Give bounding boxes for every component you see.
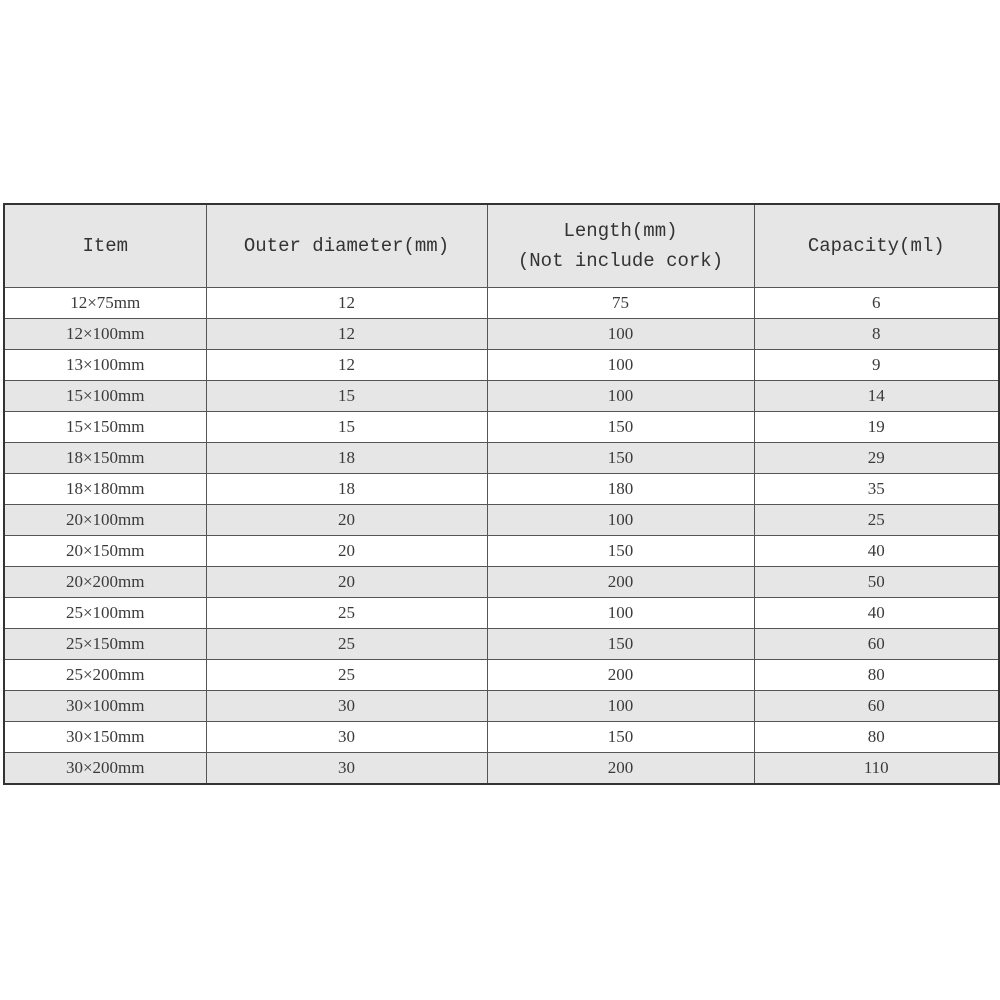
cell-item: 18×180mm: [4, 474, 206, 505]
cell-item: 30×100mm: [4, 691, 206, 722]
cell-length: 200: [487, 660, 754, 691]
cell-length: 100: [487, 350, 754, 381]
header-outer-diameter: Outer diameter(mm): [206, 204, 487, 288]
table-row: [4, 567, 999, 598]
cell-outer-diameter: 30: [206, 722, 487, 753]
cell-capacity: 60: [754, 691, 999, 722]
cell-outer-diameter: 15: [206, 381, 487, 412]
cell-capacity: 60: [754, 629, 999, 660]
cell-outer-diameter: 12: [206, 288, 487, 319]
cell-outer-diameter: 18: [206, 474, 487, 505]
cell-length: 150: [487, 443, 754, 474]
cell-outer-diameter: 12: [206, 319, 487, 350]
cell-item: 30×150mm: [4, 722, 206, 753]
cell-length: 150: [487, 536, 754, 567]
cell-outer-diameter: 25: [206, 660, 487, 691]
cell-length: 180: [487, 474, 754, 505]
cell-outer-diameter: 20: [206, 536, 487, 567]
table-row: [4, 629, 999, 660]
cell-outer-diameter: 15: [206, 412, 487, 443]
cell-capacity: 110: [754, 753, 999, 785]
cell-length: 150: [487, 722, 754, 753]
cell-item: 20×100mm: [4, 505, 206, 536]
header-length-line2: (Not include cork): [517, 250, 724, 272]
table-row: [4, 412, 999, 443]
table-row: [4, 722, 999, 753]
cell-capacity: 8: [754, 319, 999, 350]
table-row: [4, 474, 999, 505]
cell-item: 20×200mm: [4, 567, 206, 598]
table-row: [4, 350, 999, 381]
table-header: [4, 204, 999, 288]
cell-length: 75: [487, 288, 754, 319]
cell-capacity: 40: [754, 598, 999, 629]
cell-length: 100: [487, 691, 754, 722]
cell-outer-diameter: 25: [206, 629, 487, 660]
header-length-line1: Length(mm): [563, 220, 678, 242]
cell-length: 150: [487, 629, 754, 660]
cell-length: 100: [487, 598, 754, 629]
table-row: [4, 660, 999, 691]
cell-item: 15×100mm: [4, 381, 206, 412]
cell-outer-diameter: 30: [206, 753, 487, 785]
header-capacity: Capacity(ml): [754, 204, 999, 288]
cell-outer-diameter: 30: [206, 691, 487, 722]
cell-item: 25×150mm: [4, 629, 206, 660]
cell-item: 30×200mm: [4, 753, 206, 785]
cell-capacity: 9: [754, 350, 999, 381]
cell-item: 12×75mm: [4, 288, 206, 319]
cell-item: 15×150mm: [4, 412, 206, 443]
table-row: [4, 598, 999, 629]
cell-item: 13×100mm: [4, 350, 206, 381]
cell-length: 100: [487, 319, 754, 350]
cell-length: 200: [487, 567, 754, 598]
table-row: [4, 288, 999, 319]
cell-capacity: 25: [754, 505, 999, 536]
cell-length: 200: [487, 753, 754, 785]
cell-item: 18×150mm: [4, 443, 206, 474]
cell-capacity: 19: [754, 412, 999, 443]
cell-length: 100: [487, 381, 754, 412]
table-row: [4, 536, 999, 567]
spec-table: [3, 203, 1000, 785]
cell-outer-diameter: 18: [206, 443, 487, 474]
table-body: [4, 288, 999, 785]
cell-outer-diameter: 20: [206, 567, 487, 598]
cell-outer-diameter: 20: [206, 505, 487, 536]
cell-length: 100: [487, 505, 754, 536]
table-row: [4, 753, 999, 785]
table-row: [4, 319, 999, 350]
cell-item: 25×100mm: [4, 598, 206, 629]
cell-item: 12×100mm: [4, 319, 206, 350]
cell-capacity: 14: [754, 381, 999, 412]
cell-length: 150: [487, 412, 754, 443]
cell-outer-diameter: 25: [206, 598, 487, 629]
cell-capacity: 6: [754, 288, 999, 319]
cell-capacity: 29: [754, 443, 999, 474]
cell-capacity: 35: [754, 474, 999, 505]
table-row: [4, 443, 999, 474]
cell-capacity: 80: [754, 722, 999, 753]
cell-item: 20×150mm: [4, 536, 206, 567]
header-item: Item: [4, 204, 206, 288]
cell-capacity: 50: [754, 567, 999, 598]
table-row: [4, 505, 999, 536]
cell-item: 25×200mm: [4, 660, 206, 691]
cell-capacity: 40: [754, 536, 999, 567]
table-row: [4, 691, 999, 722]
cell-outer-diameter: 12: [206, 350, 487, 381]
header-length: [487, 204, 754, 288]
header-row: [4, 204, 999, 288]
table-row: [4, 381, 999, 412]
cell-capacity: 80: [754, 660, 999, 691]
